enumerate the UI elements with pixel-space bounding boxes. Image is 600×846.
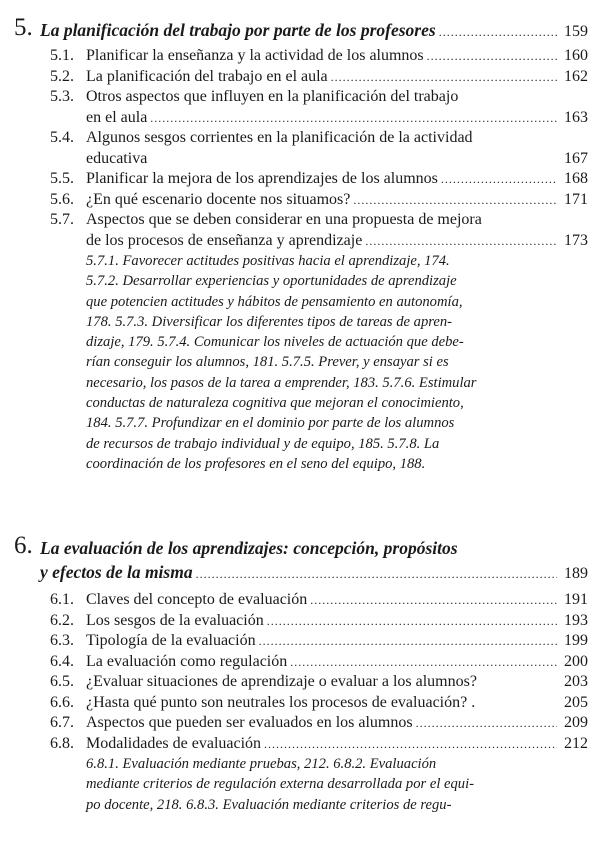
section-5-5[interactable] — [14, 169, 588, 190]
section-title-line2: de los procesos de enseñanza y aprendizaje — [86, 231, 363, 249]
chapter-5 — [14, 14, 588, 474]
leader-dots — [441, 169, 557, 190]
section-number: 6.2. — [50, 611, 74, 629]
section-title: ¿Evaluar situaciones de aprendizaje o evaluar a los alumnos? — [86, 673, 477, 690]
section-6-1[interactable] — [14, 590, 588, 611]
section-number: 5.6. — [50, 190, 74, 208]
section-page: 167 — [564, 149, 588, 167]
section-page: 168 — [564, 170, 588, 187]
section-title: Aspectos que pueden ser evaluados en los alumnos — [86, 714, 413, 731]
section-6-6[interactable] — [14, 693, 588, 714]
chapter-5-number: 5. — [14, 14, 33, 41]
leader-dots — [365, 231, 557, 252]
section-page: 200 — [564, 652, 588, 670]
chapter-6-heading-line1[interactable] — [14, 532, 588, 560]
subsection-line: 5.7.1. Favorecer actitudes positivas hacia el aprendizaje, 174. — [86, 253, 450, 269]
section-number: 5.2. — [50, 67, 74, 85]
subsection-line: coordinación de los profesores en el seno del equipo, 188. — [86, 455, 426, 472]
section-number: 5.7. — [50, 211, 74, 228]
section-title: Modalidades de evaluación — [86, 734, 262, 752]
leader-dots — [196, 565, 557, 583]
subsection-line: mediante criterios de regulación externa desarrollada por el equi- — [86, 776, 475, 793]
subsection-line: 6.8.1. Evaluación mediante pruebas, 212. 6.8.2. Evaluación — [86, 756, 437, 772]
section-page: 212 — [564, 734, 588, 752]
chapter-5-heading[interactable] — [14, 14, 588, 44]
section-number: 6.1. — [50, 591, 74, 608]
section-5-7[interactable] — [14, 210, 588, 251]
section-5-2[interactable] — [14, 67, 588, 88]
section-title: La planificación del trabajo en el aula — [86, 67, 328, 85]
section-5-6[interactable] — [14, 190, 588, 211]
section-page: 191 — [564, 591, 588, 608]
chapter-6 — [14, 532, 588, 815]
section-page: 209 — [564, 714, 588, 731]
section-page: 199 — [564, 632, 588, 649]
chapter-6-number: 6. — [14, 532, 33, 559]
leader-dots — [259, 631, 557, 652]
section-6-5[interactable] — [14, 672, 588, 693]
chapter-6-page: 189 — [564, 565, 588, 582]
subsection-line: conductas de naturaleza cognitiva que mejoran el conocimiento, — [86, 395, 464, 412]
subsection-line: de recursos de trabajo individual y de equipo, 185. 5.7.8. La — [86, 435, 440, 452]
leader-dots — [427, 46, 557, 67]
section-number: 6.7. — [50, 714, 74, 731]
section-number: 6.8. — [50, 734, 74, 752]
section-title: La evaluación como regulación — [86, 652, 288, 670]
section-number: 5.1. — [50, 47, 74, 64]
subsections-6-8 — [14, 754, 588, 815]
chapter-5-title: La planificación del trabajo por parte de los profesores — [40, 20, 436, 40]
subsections-5-7 — [14, 251, 588, 474]
chapter-5-page: 159 — [564, 23, 588, 40]
leader-dots — [264, 734, 557, 755]
subsection-line: 5.7.2. Desarrollar experiencias y oportunidades de aprendizaje — [86, 273, 457, 290]
section-page: 193 — [564, 611, 588, 629]
chapter-6-title-line2: y efectos de la misma — [40, 562, 193, 582]
subsection-line: 184. 5.7.7. Profundizar en el dominio por parte de los alumnos — [86, 415, 455, 432]
leader-dots — [150, 108, 557, 129]
section-title: ¿Hasta qué punto son neutrales los procesos de evaluación? . — [86, 693, 476, 711]
section-page: 203 — [564, 673, 588, 690]
subsection-line: rían conseguir los alumnos, 181. 5.7.5. Prever, y ensayar si es — [86, 354, 449, 371]
section-number: 6.5. — [50, 673, 74, 690]
section-page: 160 — [564, 47, 588, 64]
subsection-line: 178. 5.7.3. Diversificar los diferentes tipos de tareas de apren- — [86, 313, 453, 330]
subsection-line: que potencien actitudes y hábitos de pensamiento en autonomía, — [86, 293, 463, 310]
section-number: 5.5. — [50, 170, 74, 187]
section-title: Claves del concepto de evaluación — [86, 591, 308, 608]
section-title: Tipología de la evaluación — [86, 632, 256, 649]
section-5-4[interactable] — [14, 128, 588, 169]
leader-dots — [267, 611, 557, 632]
section-title: Planificar la mejora de los aprendizajes de los alumnos — [86, 170, 438, 187]
leader-dots — [353, 190, 557, 211]
leader-dots — [290, 652, 557, 673]
subsection-line: po docente, 218. 6.8.3. Evaluación mediante criterios de regu- — [86, 796, 452, 813]
section-page: 173 — [564, 231, 588, 249]
section-title-line2: en el aula — [86, 108, 148, 126]
chapter-6-title-line1: La evaluación de los aprendizajes: concepción, propósitos — [40, 538, 458, 558]
section-5-1[interactable] — [14, 46, 588, 67]
section-6-7[interactable] — [14, 713, 588, 734]
leader-dots — [331, 67, 557, 88]
leader-dots — [439, 23, 557, 41]
section-number: 5.4. — [50, 129, 74, 146]
section-6-2[interactable] — [14, 611, 588, 632]
section-title-line1: Otros aspectos que influyen en la planificación del trabajo — [86, 88, 459, 105]
section-number: 6.3. — [50, 632, 74, 649]
section-6-3[interactable] — [14, 631, 588, 652]
section-page: 171 — [564, 190, 588, 208]
section-5-3[interactable] — [14, 87, 588, 128]
section-number: 6.4. — [50, 652, 74, 670]
leader-dots — [416, 713, 557, 734]
section-6-4[interactable] — [14, 652, 588, 673]
section-title: Los sesgos de la evaluación — [86, 611, 264, 629]
section-title: ¿En qué escenario docente nos situamos? — [86, 190, 351, 208]
section-6-8[interactable] — [14, 734, 588, 755]
section-title: Planificar la enseñanza y la actividad de los alumnos — [86, 47, 424, 64]
section-page: 163 — [564, 108, 588, 126]
chapter-6-heading-line2[interactable] — [14, 560, 588, 584]
leader-dots — [310, 590, 557, 611]
section-number: 6.6. — [50, 693, 74, 711]
section-title-line1: Algunos sesgos corrientes en la planificación de la actividad — [86, 129, 473, 146]
section-number: 5.3. — [50, 88, 74, 105]
section-page: 205 — [564, 693, 588, 711]
section-page: 162 — [564, 67, 588, 85]
section-title-line1: Aspectos que se deben considerar en una propuesta de mejora — [86, 211, 482, 228]
subsection-line: dizaje, 179. 5.7.4. Comunicar los niveles de actuación que debe- — [86, 334, 464, 351]
section-title-line2: educativa — [86, 149, 148, 167]
subsection-line: necesario, los pasos de la tarea a emprender, 183. 5.7.6. Estimular — [86, 374, 477, 391]
